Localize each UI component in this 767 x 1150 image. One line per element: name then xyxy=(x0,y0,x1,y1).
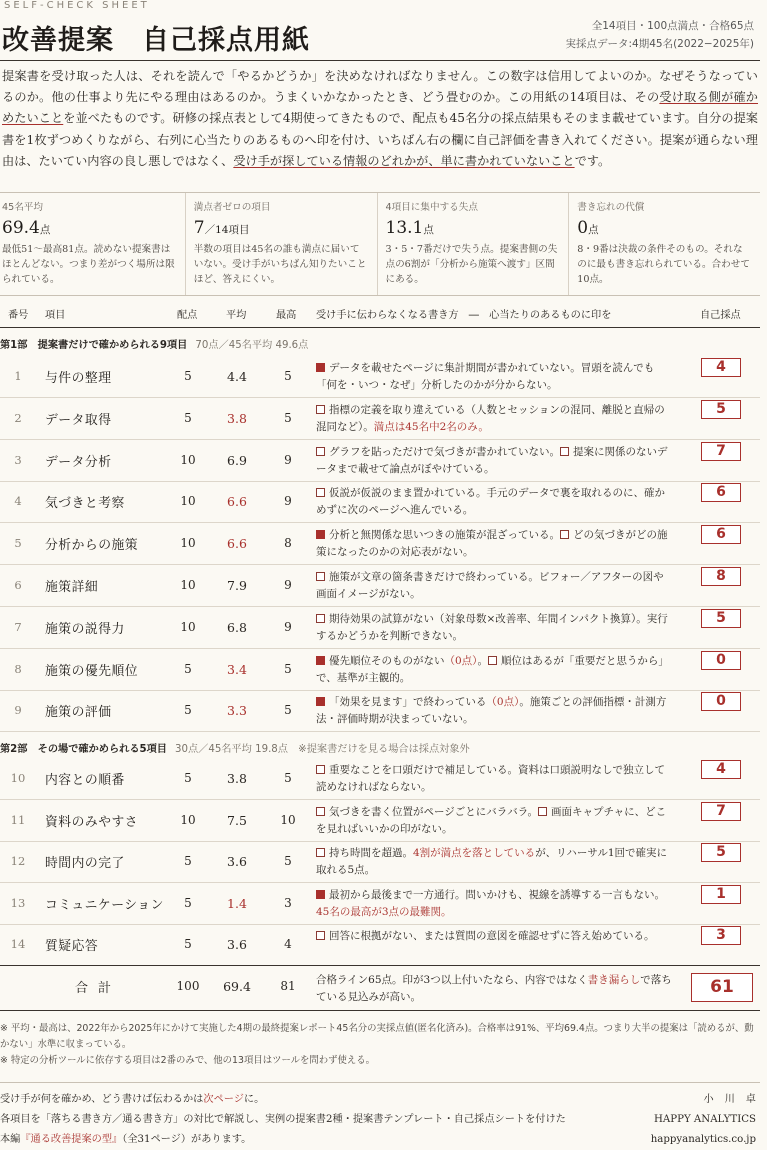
row-points: 5 xyxy=(184,854,192,869)
table-row xyxy=(0,883,760,925)
row-points: 10 xyxy=(180,578,196,592)
highlight-text: （0点） xyxy=(444,654,478,667)
row-max: 5 xyxy=(284,661,292,676)
table-row xyxy=(0,924,760,966)
footer-line xyxy=(0,1090,620,1110)
text-run: 順位はあるが「重要だと思うから」で、基準が主観的。 xyxy=(316,654,669,684)
row-points: 10 xyxy=(180,536,196,551)
stat-note: 3・5・7番だけで失う点。提案書側の失点の6割が「分析から施策へ渡す」区間にある。 xyxy=(385,244,558,285)
stat-card xyxy=(378,193,570,295)
row-points: 10 xyxy=(180,812,196,827)
table-row xyxy=(0,523,760,565)
row-max: 9 xyxy=(284,452,292,467)
row-item: 資料のみやすさ xyxy=(45,814,139,830)
row-points: 5 xyxy=(184,410,192,425)
table-row xyxy=(0,841,760,883)
stat-value: 7／14項目 xyxy=(193,218,250,238)
row-item: データ取得 xyxy=(45,412,112,428)
self-score-box[interactable]: 6 xyxy=(701,483,741,502)
text-run: を並べたものです。研修の採点表として4期使ってきたもので、配点も45名分の採点結果もそのまま載せています。自分の提案書を1枚ずつめくりながら、右列に心当たりのあるものへ印を付け、いちばん右の欄に自己評価を書き入れてください。提案が通らない理由は、たいてい内容の良し悪しではなく、 xyxy=(2,111,758,168)
checkbox-checked[interactable] xyxy=(316,890,325,899)
row-max: 5 xyxy=(284,703,292,718)
row-description xyxy=(316,804,670,838)
text-run: 分析と無関係な思いつきの施策が混ざっている。 xyxy=(329,529,560,542)
self-score-box[interactable]: 1 xyxy=(701,885,741,904)
row-description xyxy=(316,360,670,394)
total-label: 合計 xyxy=(75,981,122,996)
text-run: 持ち時間を超過。 xyxy=(329,847,413,860)
text-run: グラフを貼っただけで気づきが書かれていない。 xyxy=(329,445,560,458)
row-points: 5 xyxy=(184,771,192,785)
row-description xyxy=(316,402,670,436)
table-row xyxy=(0,649,760,691)
table-header xyxy=(0,306,760,324)
row-number: 2 xyxy=(14,410,22,425)
row-number: 6 xyxy=(14,578,22,592)
text-run: 施策が文章の箇条書きだけで終わっている。ビフォー／アフターの図や画面イメージがない。 xyxy=(316,571,664,600)
table-row xyxy=(0,758,760,800)
row-average: 3.3 xyxy=(227,703,247,719)
col-self-score: 自己採点 xyxy=(700,310,741,321)
row-description xyxy=(316,527,670,561)
total-score-box[interactable]: 61 xyxy=(691,973,753,1002)
stat-value: 69.4点 xyxy=(2,218,51,238)
col-description: 受け手に伝わらなくなる書き方 ― 心当たりのあるものに印を xyxy=(316,310,612,321)
row-average: 6.8 xyxy=(227,619,247,635)
text-run: データを載せたページに集計期間が書かれていない。冒頭を読んでも「何を・いつ・なぜ」分析したのかが分からない。 xyxy=(316,362,655,391)
col-max: 最高 xyxy=(276,310,297,321)
row-points: 10 xyxy=(180,619,196,634)
stat-label: 書き忘れの代償 xyxy=(577,202,645,213)
checkbox-unchecked[interactable] xyxy=(316,765,325,774)
text-run: 気づきを書く位置がページごとにバラバラ。 xyxy=(329,805,538,818)
row-number: 12 xyxy=(10,854,26,869)
row-average: 3.6 xyxy=(227,937,247,953)
row-number: 4 xyxy=(14,494,22,509)
table-row xyxy=(0,398,760,440)
row-average: 1.4 xyxy=(227,895,247,911)
checkbox-checked[interactable] xyxy=(316,363,325,372)
self-score-box[interactable]: 8 xyxy=(701,567,741,586)
stats-strip xyxy=(0,192,760,296)
stat-note: 半数の項目は45名の誰も満点に届いていない。受け手がいちばん知りたいことほど、答えにくい。 xyxy=(193,244,367,285)
text-run: 提案に関係のないデータまで載せて論点がぼやけている。 xyxy=(316,445,668,475)
text-run: 指標の定義を取り違えている（人数とセッションの混同、離脱と直帰の混同など）。 xyxy=(316,403,665,433)
row-description xyxy=(316,444,670,478)
row-description xyxy=(316,694,670,728)
page-header xyxy=(0,0,760,60)
row-item: 気づきと考察 xyxy=(45,496,125,512)
self-score-box[interactable]: 5 xyxy=(701,843,741,862)
text-run: 「効果を見ます」で終わっている xyxy=(329,696,487,709)
table-row xyxy=(0,440,760,482)
row-points: 10 xyxy=(180,494,196,509)
highlight-text: 45名の最高が3点の最難関。 xyxy=(316,905,452,918)
stat-note: 8・9番は決裁の条件そのもの。それなのに最も書き忘れられている。合わせて10点。 xyxy=(577,244,750,285)
row-item: コミュニケーション xyxy=(45,897,164,913)
stat-note: 最低51〜最高81点。読めない提案書はほとんどない。つまり差がつく場所は限られている。 xyxy=(2,244,175,285)
col-no: 番号 xyxy=(8,310,29,321)
col-item: 項目 xyxy=(45,310,66,321)
company-url[interactable]: happyanalytics.co.jp xyxy=(650,1134,756,1145)
row-points: 5 xyxy=(184,895,192,910)
section-heading: 第2部 その場で確かめられる5項目 30点／45名平均 19.8点 ※提案書だけを見る場合は採点対象外 xyxy=(0,744,470,755)
table-header-rule xyxy=(0,327,760,328)
stat-card xyxy=(0,193,186,295)
row-number: 5 xyxy=(14,536,22,551)
footer-line xyxy=(0,1110,620,1130)
row-item: 時間内の完了 xyxy=(45,856,125,872)
self-score-box[interactable]: 5 xyxy=(701,400,741,419)
row-points: 5 xyxy=(184,937,192,952)
highlight-text: （0点） xyxy=(486,696,520,709)
row-number: 9 xyxy=(14,703,22,718)
table-row xyxy=(0,481,760,523)
row-max: 10 xyxy=(280,812,296,827)
row-description xyxy=(316,653,670,687)
row-description xyxy=(316,611,670,645)
self-score-box[interactable]: 0 xyxy=(701,692,741,711)
text-run: 期待効果の試算がない（対象母数×改善率、年間インパクト換算）。実行するかどうかを判断できない。 xyxy=(316,612,668,642)
row-item: 分析からの施策 xyxy=(45,538,139,554)
row-number: 3 xyxy=(14,452,22,467)
row-item: 施策の優先順位 xyxy=(45,663,139,679)
footer-text xyxy=(0,1090,620,1150)
row-number: 14 xyxy=(10,937,26,952)
text-run: 。施策ごとの評価指標・計測方法・評価時期が決まっていない。 xyxy=(316,696,667,726)
text-run: で落ちている見込みが高い。 xyxy=(316,974,672,1003)
row-number: 10 xyxy=(10,771,26,785)
header-meta xyxy=(565,17,754,53)
row-points: 5 xyxy=(184,369,192,383)
self-score-box[interactable]: 3 xyxy=(701,926,741,945)
checkbox-unchecked[interactable] xyxy=(316,931,325,940)
row-item: 質疑応答 xyxy=(45,939,99,955)
stat-card xyxy=(186,193,378,295)
total-max: 81 xyxy=(280,979,296,993)
checkbox-unchecked[interactable] xyxy=(560,447,569,456)
footnote: ※ 特定の分析ツールに依存する項目は2番のみで、他の13項目はツールを問わず使える。 xyxy=(0,1055,376,1066)
text-run: 各項目を「落ちる書き方／通る書き方」の対比で解説し、実例の提案書2種・提案書テンプレート・自己採点シートを付けた xyxy=(0,1114,566,1125)
total-points: 100 xyxy=(176,979,200,993)
row-average: 3.8 xyxy=(227,771,247,786)
row-number: 8 xyxy=(14,661,22,676)
row-item: 施策の説得力 xyxy=(45,621,125,637)
meta-line-1: 全14項目・100点満点・合格65点 xyxy=(591,20,754,32)
highlight-text: 次ページ xyxy=(203,1094,244,1105)
row-average: 7.5 xyxy=(227,812,247,828)
text-run: 最初から最後まで一方通行。問いかけも、視線を誘導する一言もない。 xyxy=(329,888,665,901)
highlight-text: 書き漏らし xyxy=(587,974,641,986)
text-run: 合格ライン65点。印が3つ以上付いたなら、内容ではなく xyxy=(316,974,588,986)
row-average: 6.6 xyxy=(227,536,247,552)
checkbox-unchecked[interactable] xyxy=(316,614,325,623)
text-run: 回答に根拠がない、または質問の意図を確認せずに答え始めている。 xyxy=(329,930,655,943)
checkbox-unchecked[interactable] xyxy=(316,848,325,857)
row-description xyxy=(316,887,670,921)
total-description xyxy=(316,972,680,1006)
row-max: 3 xyxy=(284,895,292,910)
row-max: 4 xyxy=(284,937,292,952)
text-run: 画面キャプチャに、どこを見ればいいかの印がない。 xyxy=(316,805,667,835)
text-run: です。 xyxy=(574,153,611,168)
text-run: 受け手が何を確かめ、どう書けば伝わるかは xyxy=(0,1094,204,1105)
text-run: （全31ページ）があります。 xyxy=(122,1134,252,1145)
checkbox-unchecked[interactable] xyxy=(538,807,547,816)
row-item: 施策詳細 xyxy=(45,580,99,595)
footer-rule xyxy=(0,1082,760,1083)
checkbox-unchecked[interactable] xyxy=(316,447,325,456)
row-points: 5 xyxy=(184,661,192,676)
row-description xyxy=(316,762,670,796)
row-item: 内容との順番 xyxy=(45,773,125,788)
checkbox-unchecked[interactable] xyxy=(316,807,325,816)
stat-value: 0点 xyxy=(577,218,599,238)
underlined-text: 受け手が探している情報のどれかが、単に書かれていないこと xyxy=(233,153,575,168)
row-max: 5 xyxy=(284,771,292,785)
checkbox-checked[interactable] xyxy=(316,656,325,665)
kicker: SELF-CHECK SHEET xyxy=(4,0,150,11)
row-description xyxy=(316,569,670,603)
stat-label: 満点者ゼロの項目 xyxy=(193,202,271,213)
row-max: 5 xyxy=(284,369,292,383)
row-max: 9 xyxy=(284,494,292,509)
table-row xyxy=(0,356,760,398)
row-description xyxy=(316,845,670,879)
checkbox-unchecked[interactable] xyxy=(316,405,325,414)
footnote: ※ 平均・最高は、2022年から2025年にかけて実施した4期の最終提案レポート45名分の実採点値(匿名化済み)。合格率は91%、平均69.4点。つまり大半の提案は「読めるが、動かない」水準に収まっている。 xyxy=(0,1023,754,1050)
row-number: 13 xyxy=(10,895,26,910)
highlight-text: 『通る改善提案の型』 xyxy=(20,1134,123,1145)
col-average: 平均 xyxy=(226,310,247,321)
stat-card xyxy=(569,193,760,295)
text-run: 本編 xyxy=(0,1134,21,1145)
footer-line xyxy=(0,1130,620,1150)
row-average: 7.9 xyxy=(227,578,247,593)
table-row xyxy=(0,565,760,607)
row-average: 3.6 xyxy=(227,854,247,870)
footer-signature xyxy=(650,1090,767,1150)
self-score-box[interactable]: 5 xyxy=(701,609,741,628)
row-max: 8 xyxy=(284,536,292,551)
author-name: 小川卓 xyxy=(703,1094,767,1105)
table-row xyxy=(0,607,760,649)
highlight-text: 満点は45名中2名のみ。 xyxy=(373,420,489,433)
company-name: HAPPY ANALYTICS xyxy=(654,1114,756,1125)
underlined-text: 受け取る側が確かめたいこと xyxy=(2,90,758,126)
row-max: 5 xyxy=(284,854,292,869)
self-score-box[interactable]: 7 xyxy=(701,802,741,821)
text-run: 提案書を受け取った人は、それを読んで「やるかどうか」を決めなければなりません。この数字は信用してよいのか。なぜそうなっているのか。他の仕事より先にやる理由はあるのか。うまくいかなかったとき、どう畳むのか。この用紙の14項目は、その xyxy=(2,69,758,105)
checkbox-unchecked[interactable] xyxy=(316,572,325,581)
col-points: 配点 xyxy=(177,310,198,321)
stat-label: 4項目に集中する失点 xyxy=(385,202,478,213)
stat-value: 13.1点 xyxy=(385,218,434,238)
footnotes xyxy=(0,1021,760,1069)
checkbox-unchecked[interactable] xyxy=(488,656,497,665)
row-item: 施策の評価 xyxy=(45,705,112,721)
checkbox-unchecked[interactable] xyxy=(560,530,569,539)
header-rule xyxy=(0,60,760,61)
row-max: 5 xyxy=(284,410,292,425)
intro-paragraph xyxy=(2,66,758,172)
row-average: 4.4 xyxy=(227,369,247,384)
text-run: 。 xyxy=(477,654,488,667)
text-run: が、リハーサル1回で確実に取れる5点。 xyxy=(316,847,668,877)
section-heading: 第1部 提案書だけで確かめられる9項目 70点／45名平均 49.6点 xyxy=(0,340,309,351)
row-number: 11 xyxy=(10,812,26,827)
checkbox-checked[interactable] xyxy=(316,530,325,539)
row-number: 1 xyxy=(14,369,22,383)
row-description xyxy=(316,928,670,945)
row-points: 5 xyxy=(184,703,192,718)
self-score-box[interactable]: 4 xyxy=(701,760,741,779)
meta-line-2: 実採点データ:4期45名(2022−2025年) xyxy=(565,38,754,50)
self-score-box[interactable]: 7 xyxy=(701,442,741,461)
row-average: 6.6 xyxy=(227,494,247,510)
row-average: 6.9 xyxy=(227,452,247,468)
text-run: どの気づきがどの施策になったのかの対応表がない。 xyxy=(316,529,668,559)
checkbox-checked[interactable] xyxy=(316,697,325,706)
table-row xyxy=(0,800,760,842)
row-max: 9 xyxy=(284,619,292,634)
row-points: 10 xyxy=(180,452,196,467)
table-row xyxy=(0,690,760,732)
row-item: 与件の整理 xyxy=(45,371,112,386)
stat-label: 45名平均 xyxy=(2,202,43,213)
checkbox-unchecked[interactable] xyxy=(316,488,325,497)
row-number: 7 xyxy=(14,619,22,634)
row-average: 3.8 xyxy=(227,410,247,426)
total-row xyxy=(0,965,760,1011)
text-run: 重要なことを口頭だけで補足している。資料は口頭説明なしで独立して読めなければならない。 xyxy=(316,764,665,793)
self-score-box[interactable]: 0 xyxy=(701,651,741,670)
page-title: 改善提案 自己採点用紙 xyxy=(2,25,310,56)
total-average: 69.4 xyxy=(223,979,251,994)
row-max: 9 xyxy=(284,578,292,592)
row-average: 3.4 xyxy=(227,661,247,677)
self-score-box[interactable]: 6 xyxy=(701,525,741,544)
self-score-box[interactable]: 4 xyxy=(701,358,741,377)
text-run: 仮説が仮説のまま置かれている。手元のデータで裏を取れるのに、確かめずに次のページへ進んでいる。 xyxy=(316,487,665,517)
highlight-text: 4割が満点を落としている xyxy=(413,847,536,860)
row-item: データ分析 xyxy=(45,454,112,470)
row-description xyxy=(316,485,670,519)
text-run: 優先順位そのものがない xyxy=(329,654,445,667)
text-run: に。 xyxy=(243,1094,265,1105)
